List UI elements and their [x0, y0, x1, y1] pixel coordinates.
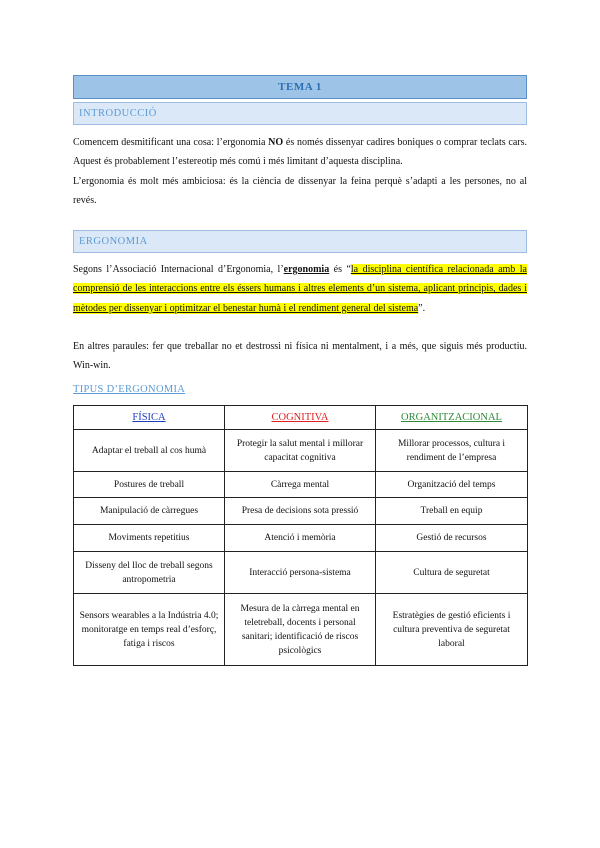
intro-bold-no: NO — [268, 137, 284, 148]
table-cell: Estratègies de gestió eficients i cultura preventiva de seguretat laboral — [376, 594, 528, 666]
table-cell: Treball en equip — [376, 498, 528, 525]
definition-intro: Segons l’Associació Internacional d’Ergonomia, l’ — [73, 264, 284, 275]
definition-quote-open: és “ — [329, 264, 351, 275]
table-cell: Adaptar el treball al cos humà — [74, 430, 225, 472]
table-cell: Disseny del lloc de treball segons antropometria — [74, 552, 225, 594]
table-cell: Sensors wearables a la Indústria 4.0; monitoratge en temps real d’esforç, fatiga i riscos — [74, 594, 225, 666]
table-row — [74, 430, 528, 472]
intro-paragraph-1 — [73, 133, 527, 172]
header-organitzacional: ORGANITZACIONAL — [376, 406, 528, 430]
table-cell: Presa de decisions sota pressió — [225, 498, 376, 525]
ergonomics-types-table — [73, 405, 528, 666]
table-row — [74, 594, 528, 666]
table-cell: Millorar processos, cultura i rendiment de l’empresa — [376, 430, 528, 472]
definition-term: ergonomia — [283, 264, 330, 275]
table-cell: Organització del temps — [376, 472, 528, 498]
section-heading-introduccio: INTRODUCCIÓ — [73, 102, 527, 125]
table-cell: Mesura de la càrrega mental en teletreball, docents i personal sanitari; identificació de riscos psicològics — [225, 594, 376, 666]
header-cognitiva: COGNITIVA — [225, 406, 376, 430]
table-cell: Cultura de seguretat — [376, 552, 528, 594]
definition-paragraph — [73, 260, 527, 318]
table-cell: Gestió de recursos — [376, 525, 528, 552]
table-cell: Manipulació de càrregues — [74, 498, 225, 525]
section-heading-ergonomia: ERGONOMIA — [73, 230, 527, 253]
intro-text: Comencem desmitificant una cosa: l’ergonomia — [73, 137, 269, 148]
intro-paragraph-2: L’ergonomia és molt més ambiciosa: és la ciència de dissenyar la feina perquè s’adapti a les persones, no al revés. — [73, 176, 527, 207]
definition-quote-close: ”. — [418, 302, 426, 314]
table-header-row — [74, 406, 528, 430]
intro-text-cont: és només dissenyar cadires boniques o comprar teclats cars. Aquest és probablement l’estereotip més comú i més limitant d’aquesta disciplina. — [73, 137, 527, 168]
page-title: TEMA 1 — [73, 75, 527, 99]
table-row — [74, 498, 528, 525]
table-cell: Càrrega mental — [225, 472, 376, 498]
definition-highlight: la disciplina científica relacionada amb la comprensió de les interaccions entre els éssers humans i altres elements d’un sistema, aplicant principis, dades i mètodes per dissenyar i optimitzar el benestar humà i el rendiment general del sistema — [73, 264, 527, 314]
table-cell: Postures de treball — [74, 472, 225, 498]
table-cell: Atenció i memòria — [225, 525, 376, 552]
table-row — [74, 472, 528, 498]
types-subheading: TIPUS D’ERGONOMIA — [73, 384, 186, 395]
table-cell: Moviments repetitius — [74, 525, 225, 552]
definition-paragraph-2: En altres paraules: fer que treballar no et destrossi ni física ni mentalment, i a més, que siguis més productiu. Win-win. — [73, 341, 527, 372]
header-fisica: FÍSICA — [74, 406, 225, 430]
table-row — [74, 552, 528, 594]
table-cell: Protegir la salut mental i millorar capacitat cognitiva — [225, 430, 376, 472]
table-row — [74, 525, 528, 552]
table-cell: Interacció persona-sistema — [225, 552, 376, 594]
